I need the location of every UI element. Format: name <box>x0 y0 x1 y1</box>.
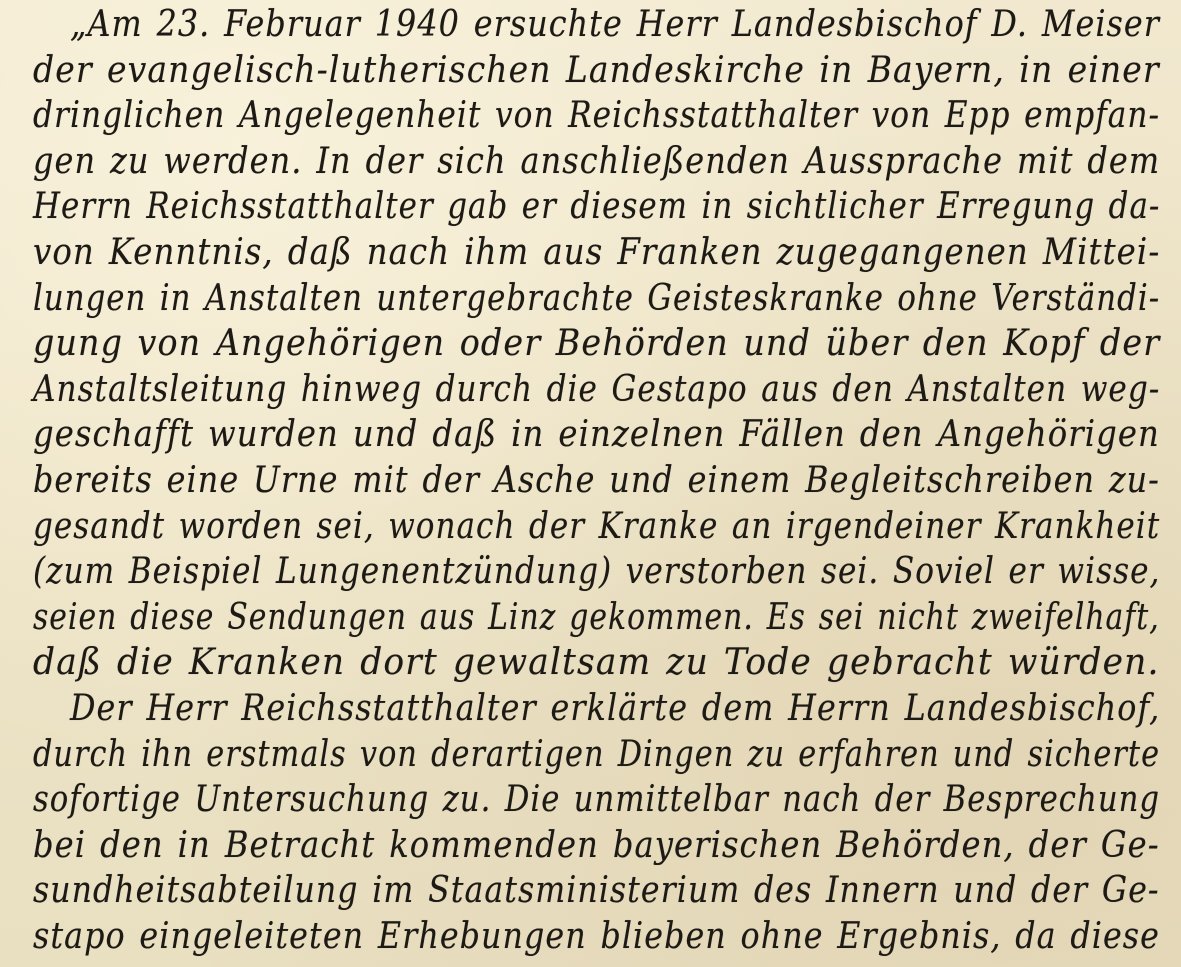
text-line: daß die Kranken dort gewaltsam zu Tode gebracht würden. <box>33 642 1160 684</box>
text-line: sofortige Untersuchung zu. Die unmittelbar nach der Besprechung <box>33 779 1161 821</box>
text-line: geschafft wurden und daß in einzelnen Fällen den Angehörigen <box>33 414 1160 456</box>
text-line: von Kenntnis, daß nach ihm aus Franken zugegangenen Mittei- <box>33 232 1161 273</box>
text-line: gung von Angehörigen oder Behörden und über den Kopf der <box>33 323 1161 365</box>
text-line: lungen in Anstalten untergebrachte Geisteskranke ohne Verständi- <box>33 277 1161 319</box>
text-line: (zum Beispiel Lungenentzündung) verstorben sei. Soviel er wisse, <box>33 551 1161 593</box>
text-line: Der Herr Reichsstatthalter erklärte dem Herrn Landesbischof, <box>70 688 1161 729</box>
text-line: gesandt worden sei, wonach der Kranke an irgendeiner Krankheit <box>33 505 1161 547</box>
text-line: der evangelisch-lutherischen Landeskirche in Bayern, in einer <box>33 49 1160 91</box>
text-line: Anstaltsleitung hinweg durch die Gestapo aus den Anstalten weg- <box>33 368 1161 410</box>
text-line: stapo eingeleiteten Erhebungen blieben ohne Ergebnis, da diese <box>33 916 1160 957</box>
text-line: bereits eine Urne mit der Asche und einem Begleitschreiben zu- <box>33 460 1160 501</box>
text-line: sundheitsabteilung im Staatsministerium des Innern und der Ge- <box>33 870 1160 912</box>
text-line: Herrn Reichsstatthalter gab er diesem in sichtlicher Erregung da- <box>33 186 1161 228</box>
text-line: seien diese Sendungen aus Linz gekommen. Es sei nicht zweifelhaft, <box>33 596 1160 638</box>
text-line: dringlichen Angelegenheit von Reichsstatthalter von Epp empfan- <box>33 95 1161 137</box>
text-line: gen zu werden. In der sich anschließenden Aussprache mit dem <box>33 140 1161 182</box>
text-line: bei den in Betracht kommenden bayerischen Behörden, der Ge- <box>33 824 1160 866</box>
text-line: „Am 23. Februar 1940 ersuchte Herr Landesbischof D. Meiser <box>70 4 1161 45</box>
text-line: durch ihn erstmals von derartigen Dingen zu erfahren und sicherte <box>33 733 1161 775</box>
